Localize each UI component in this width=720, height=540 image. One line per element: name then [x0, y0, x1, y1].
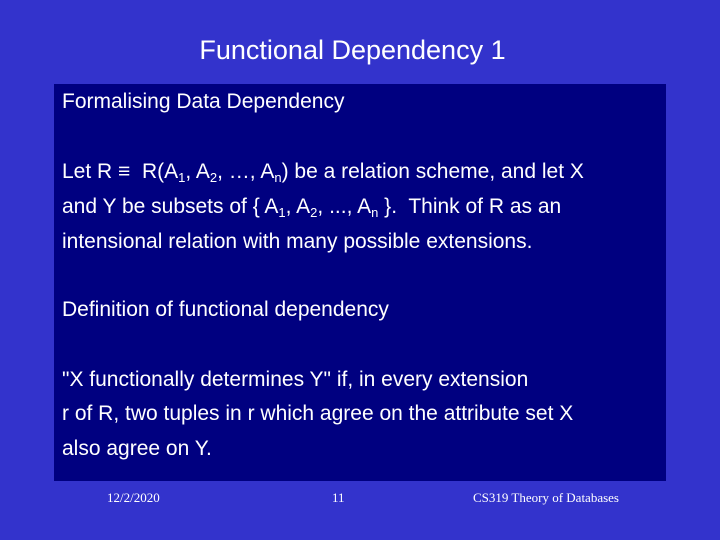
subscript: 2: [310, 205, 318, 220]
text: , ..., A: [317, 195, 372, 218]
text: , …, A: [217, 160, 275, 183]
para2-line3: also agree on Y.: [62, 437, 212, 460]
slide-title: Functional Dependency 1: [199, 35, 506, 65]
text: R(A: [130, 160, 179, 183]
subscript: 1: [178, 170, 186, 185]
subscript: n: [371, 205, 379, 220]
subscript: n: [274, 170, 282, 185]
para1-line2: [62, 190, 561, 224]
para2-line2: r of R, two tuples in r which agree on the attribute set X: [62, 402, 574, 425]
text: , A: [185, 160, 210, 183]
equiv-symbol: ≡: [118, 160, 131, 183]
para2-line1: "X functionally determines Y" if, in every extension: [62, 368, 529, 391]
subscript: 2: [209, 170, 218, 185]
heading-definition: Definition of functional dependency: [62, 298, 389, 321]
para1-line1: [62, 155, 584, 189]
footer-page-number: 11: [332, 490, 345, 505]
text: ) be a relation scheme, and let X: [281, 160, 584, 183]
text: Let R: [62, 160, 119, 183]
text: }. Think of R as an: [378, 195, 562, 218]
heading-formalising: Formalising Data Dependency: [62, 90, 345, 113]
text: , A: [285, 195, 311, 218]
text: and Y be subsets of { A: [62, 195, 279, 218]
para1-line3: intensional relation with many possible extensions.: [62, 230, 533, 253]
subscript: 1: [278, 205, 286, 220]
footer-date: 12/2/2020: [107, 490, 160, 505]
footer-course: CS319 Theory of Databases: [473, 490, 619, 505]
